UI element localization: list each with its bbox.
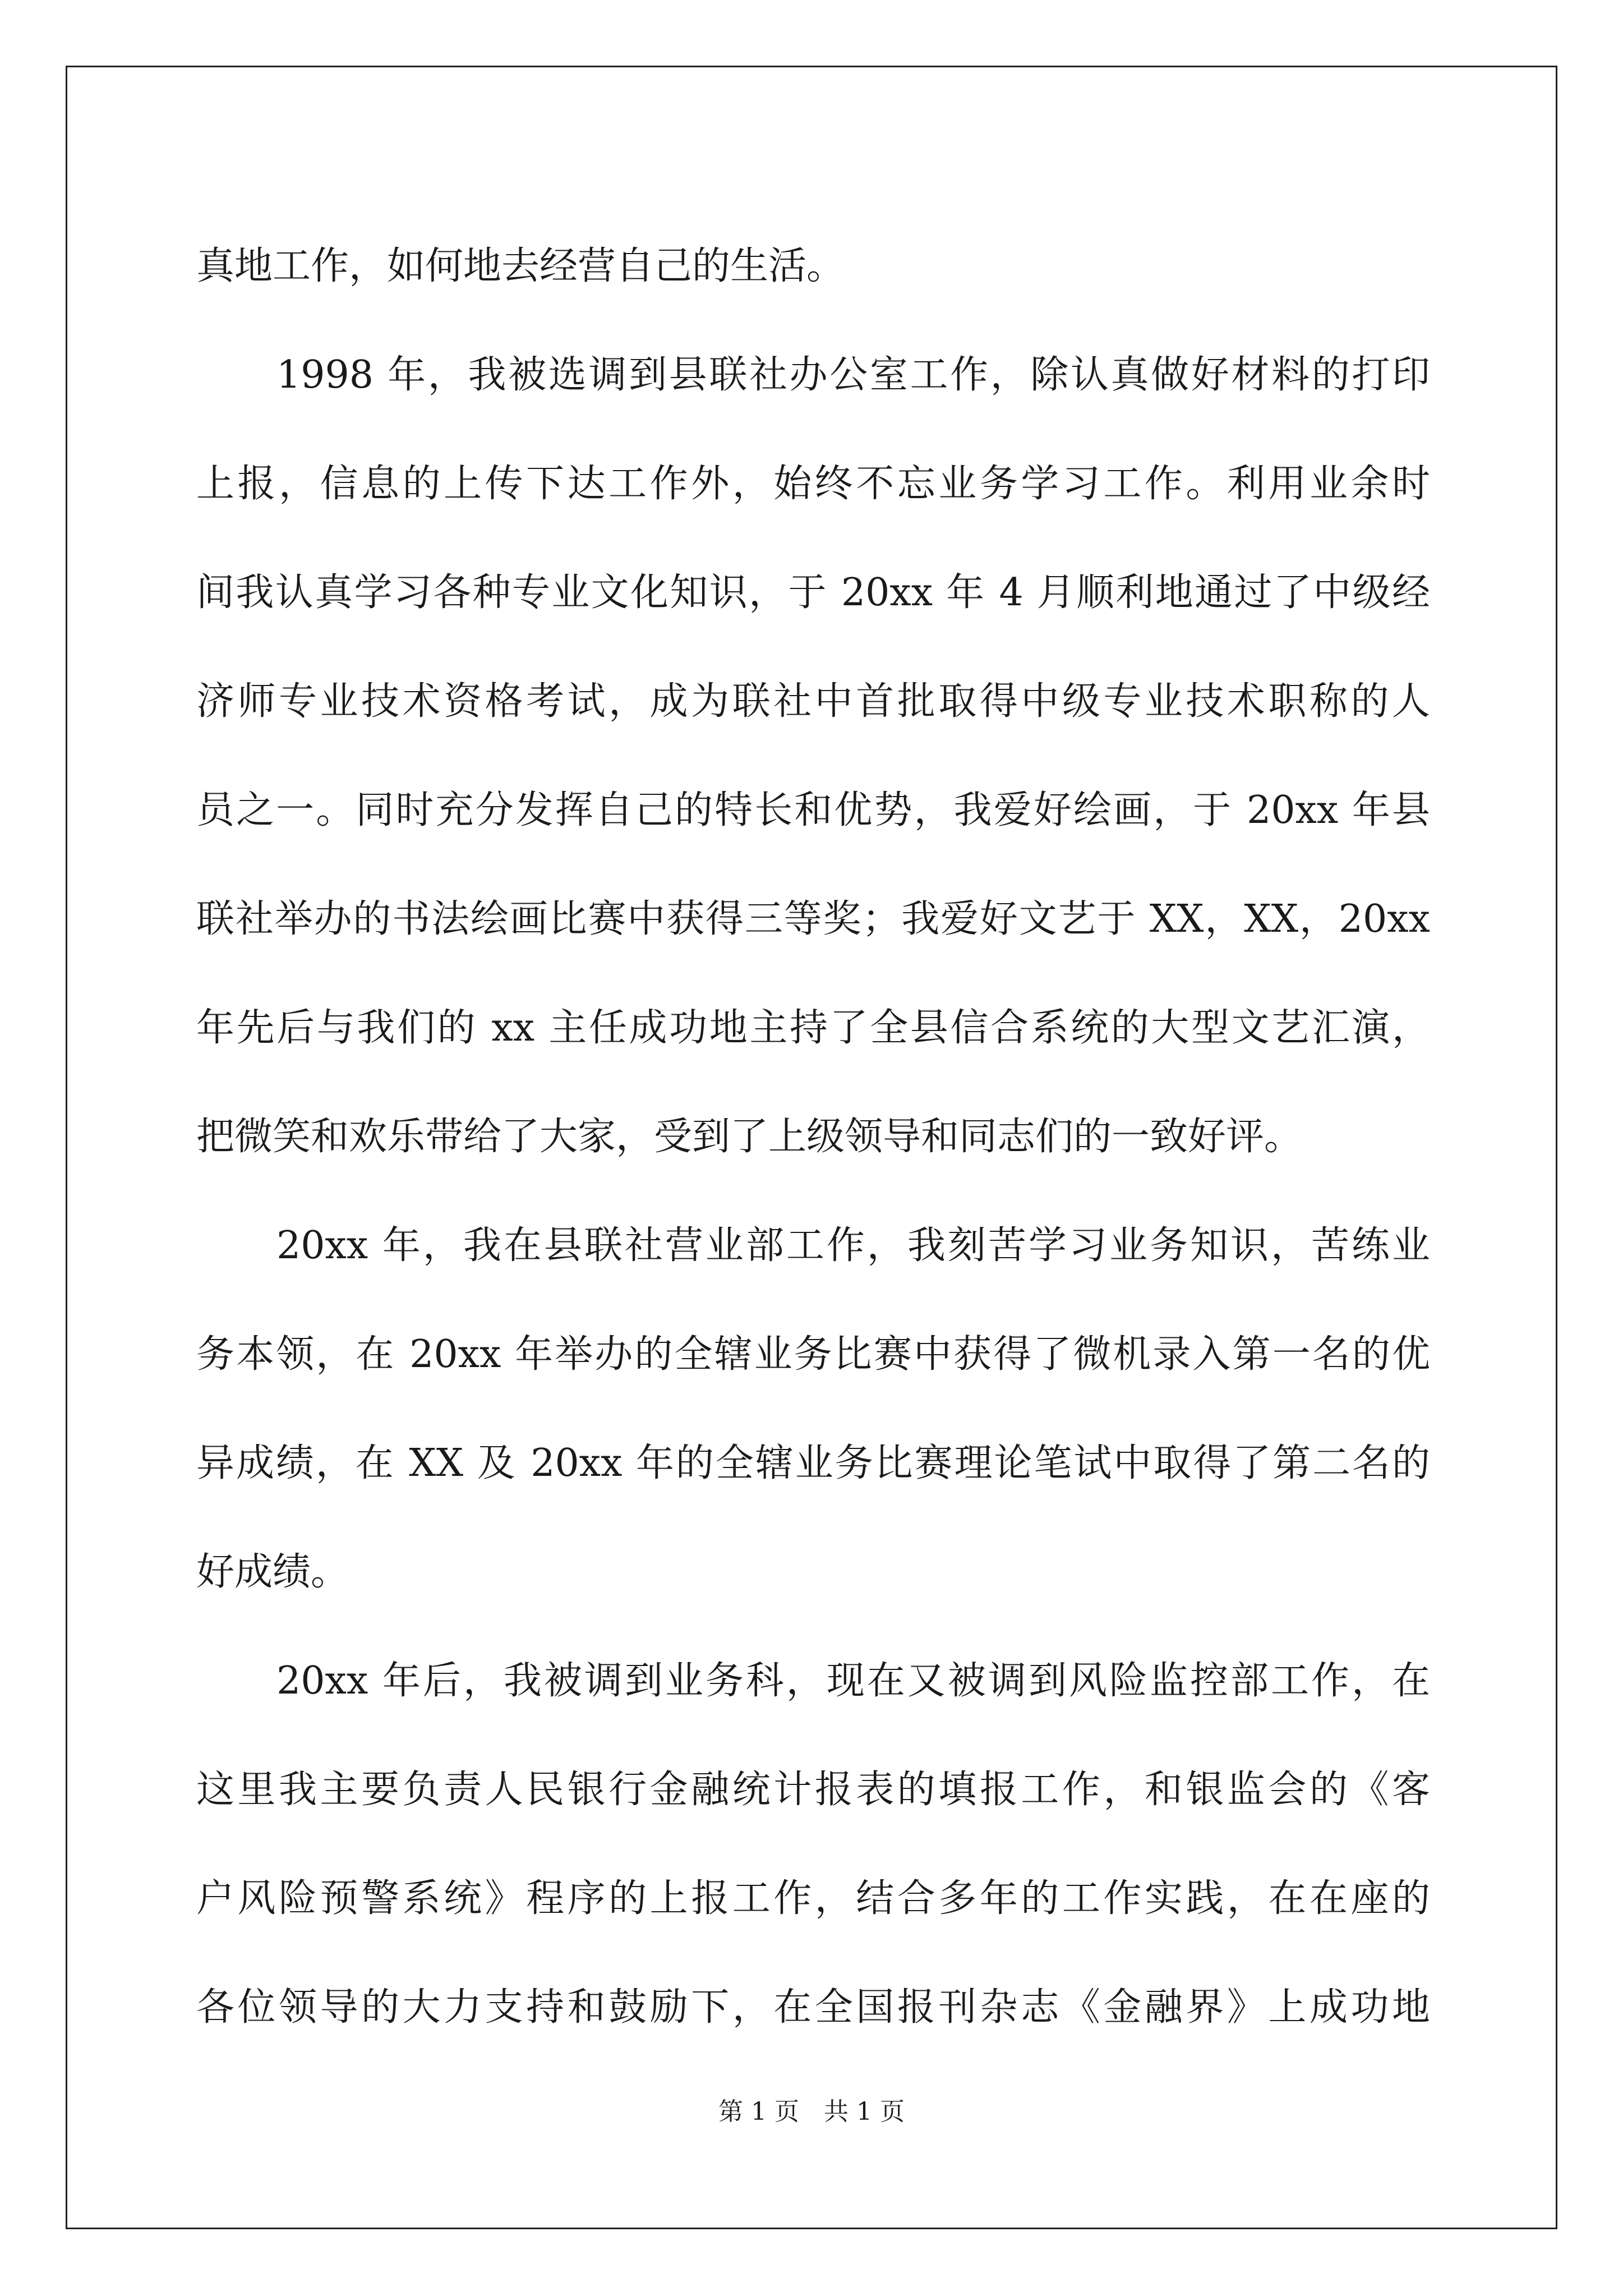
text-line: 联社举办的书法绘画比赛中获得三等奖；我爱好文艺于 XX，XX，20xx: [196, 897, 1430, 941]
text-line: 好成绩。: [196, 1550, 349, 1594]
text-line: 务本领，在 20xx 年举办的全辖业务比赛中获得了微机录入第一名的优: [196, 1332, 1430, 1377]
text-line: 济师专业技术资格考试，成为联社中首批取得中级专业技术职称的人: [196, 679, 1430, 724]
text-line: 异成绩，在 XX 及 20xx 年的全辖业务比赛理论笔试中取得了第二名的: [196, 1441, 1430, 1485]
document-body: [196, 212, 1430, 2062]
text-line: 间我认真学习各种专业文化知识，于 20xx 年 4 月顺利地通过了中级经: [196, 570, 1430, 615]
page-number-footer: 第 1 页 共 1 页: [718, 2097, 905, 2126]
text-line: 这里我主要负责人民银行金融统计报表的填报工作，和银监会的《客: [196, 1768, 1430, 1812]
text-line: 户风险预警系统》程序的上报工作，结合多年的工作实践，在在座的: [196, 1876, 1430, 1921]
text-line: 员之一。同时充分发挥自己的特长和优势，我爱好绘画，于 20xx 年县: [196, 788, 1430, 832]
text-line: 真地工作，如何地去经营自己的生活。: [196, 244, 845, 288]
text-line: 上报，信息的上传下达工作外，始终不忘业务学习工作。利用业余时: [196, 462, 1430, 506]
text-line: 把微笑和欢乐带给了大家，受到了上级领导和同志们的一致好评。: [196, 1115, 1303, 1159]
paragraph-first-line: 20xx 年，我在县联社营业部工作，我刻苦学习业务知识，苦练业: [276, 1223, 1430, 1268]
paragraph-first-line: 1998 年，我被选调到县联社办公室工作，除认真做好材料的打印: [276, 353, 1430, 397]
paragraph-first-line: 20xx 年后，我被调到业务科，现在又被调到风险监控部工作，在: [276, 1659, 1430, 1703]
text-line: 年先后与我们的 xx 主任成功地主持了全县信合系统的大型文艺汇演，: [196, 1006, 1430, 1050]
text-line: 各位领导的大力支持和鼓励下，在全国报刊杂志《金融界》上成功地: [196, 1985, 1430, 2030]
